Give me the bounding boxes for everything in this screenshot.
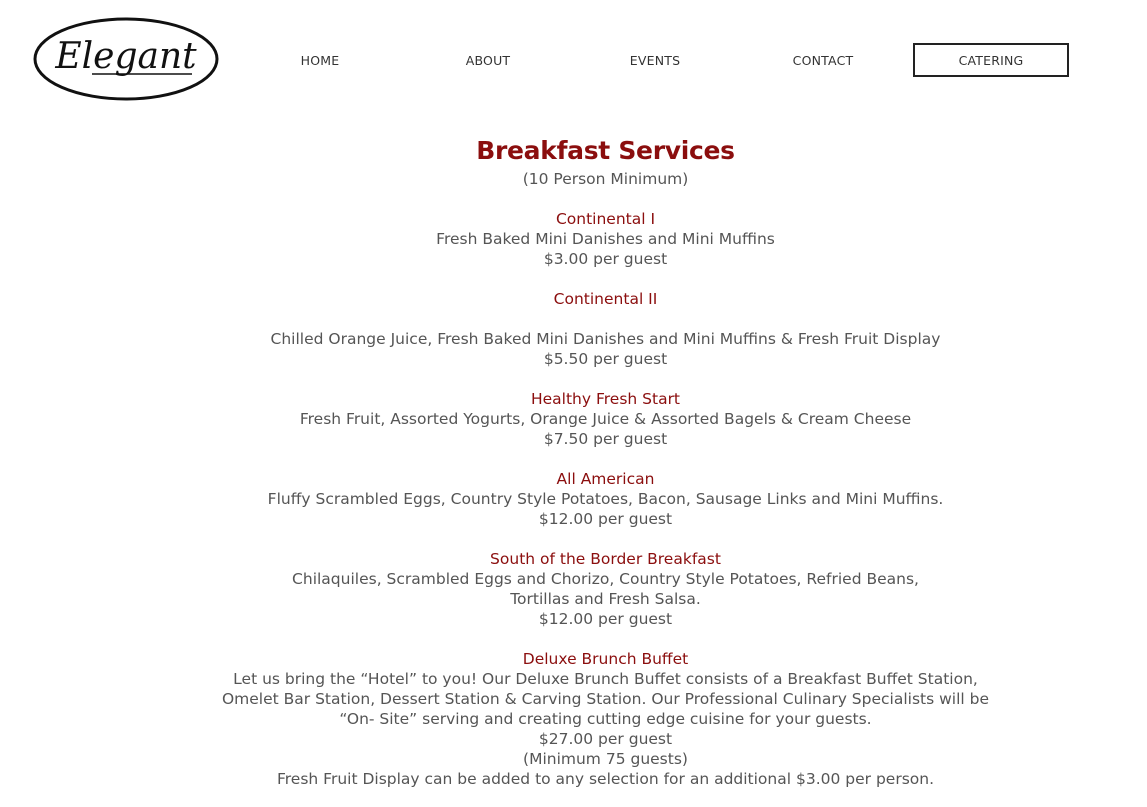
nav-catering[interactable]: CATERING [913,43,1069,77]
nav-events[interactable]: EVENTS [629,52,681,68]
item-price: $27.00 per guest [538,730,673,748]
logo-text: Elegant [55,36,197,77]
item-description: Chilled Orange Juice, Fresh Baked Mini Danishes and Mini Muffins & Fresh Fruit Display [270,330,941,348]
nav-home[interactable]: HOME [300,52,340,68]
logo-emblem [32,16,220,102]
item-title: Continental I [555,210,656,228]
minimum-note: (10 Person Minimum) [522,170,689,188]
item-title: South of the Border Breakfast [490,550,721,568]
item-description: Fresh Baked Mini Danishes and Mini Muffins [436,230,775,248]
item-description: Let us bring the “Hotel” to you! Our Deluxe Brunch Buffet consists of a Breakfast Buffet Station, [233,670,978,688]
item-price: $5.50 per guest [543,350,668,368]
page-title: Breakfast Services [476,136,735,165]
menu-item-south-of-the-border [0,549,1147,629]
nav-contact[interactable]: CONTACT [792,52,854,68]
item-price: $12.00 per guest [538,510,673,528]
item-minimum-note: (Minimum 75 guests) [523,750,688,768]
fruit-display-note: Fresh Fruit Display can be added to any selection for an additional $3.00 per person. [276,770,935,788]
item-title: Healthy Fresh Start [530,390,681,408]
breakfast-menu [0,133,1147,789]
menu-item-deluxe-brunch-buffet [0,649,1147,769]
menu-item-continental-2 [0,289,1147,369]
item-price: $7.50 per guest [543,430,668,448]
item-price: $3.00 per guest [543,250,668,268]
item-description: Omelet Bar Station, Dessert Station & Carving Station. Our Professional Culinary Specialists will be [221,690,990,708]
item-price: $12.00 per guest [538,610,673,628]
menu-item-continental-1 [0,209,1147,269]
menu-item-healthy-fresh-start [0,389,1147,449]
item-title: Continental II [553,290,658,308]
nav-about[interactable]: ABOUT [465,52,511,68]
menu-item-all-american [0,469,1147,529]
item-description: “On- Site” serving and creating cutting edge cuisine for your guests. [339,710,872,728]
item-description: Chilaquiles, Scrambled Eggs and Chorizo, Country Style Potatoes, Refried Beans, [292,570,919,588]
item-description: Tortillas and Fresh Salsa. [510,590,701,608]
item-description: Fresh Fruit, Assorted Yogurts, Orange Juice & Assorted Bagels & Cream Cheese [299,410,912,428]
elegant-logo[interactable] [32,16,220,102]
item-description: Fluffy Scrambled Eggs, Country Style Potatoes, Bacon, Sausage Links and Mini Muffins. [267,490,944,508]
item-title: Deluxe Brunch Buffet [522,650,689,668]
item-title: All American [556,470,655,488]
